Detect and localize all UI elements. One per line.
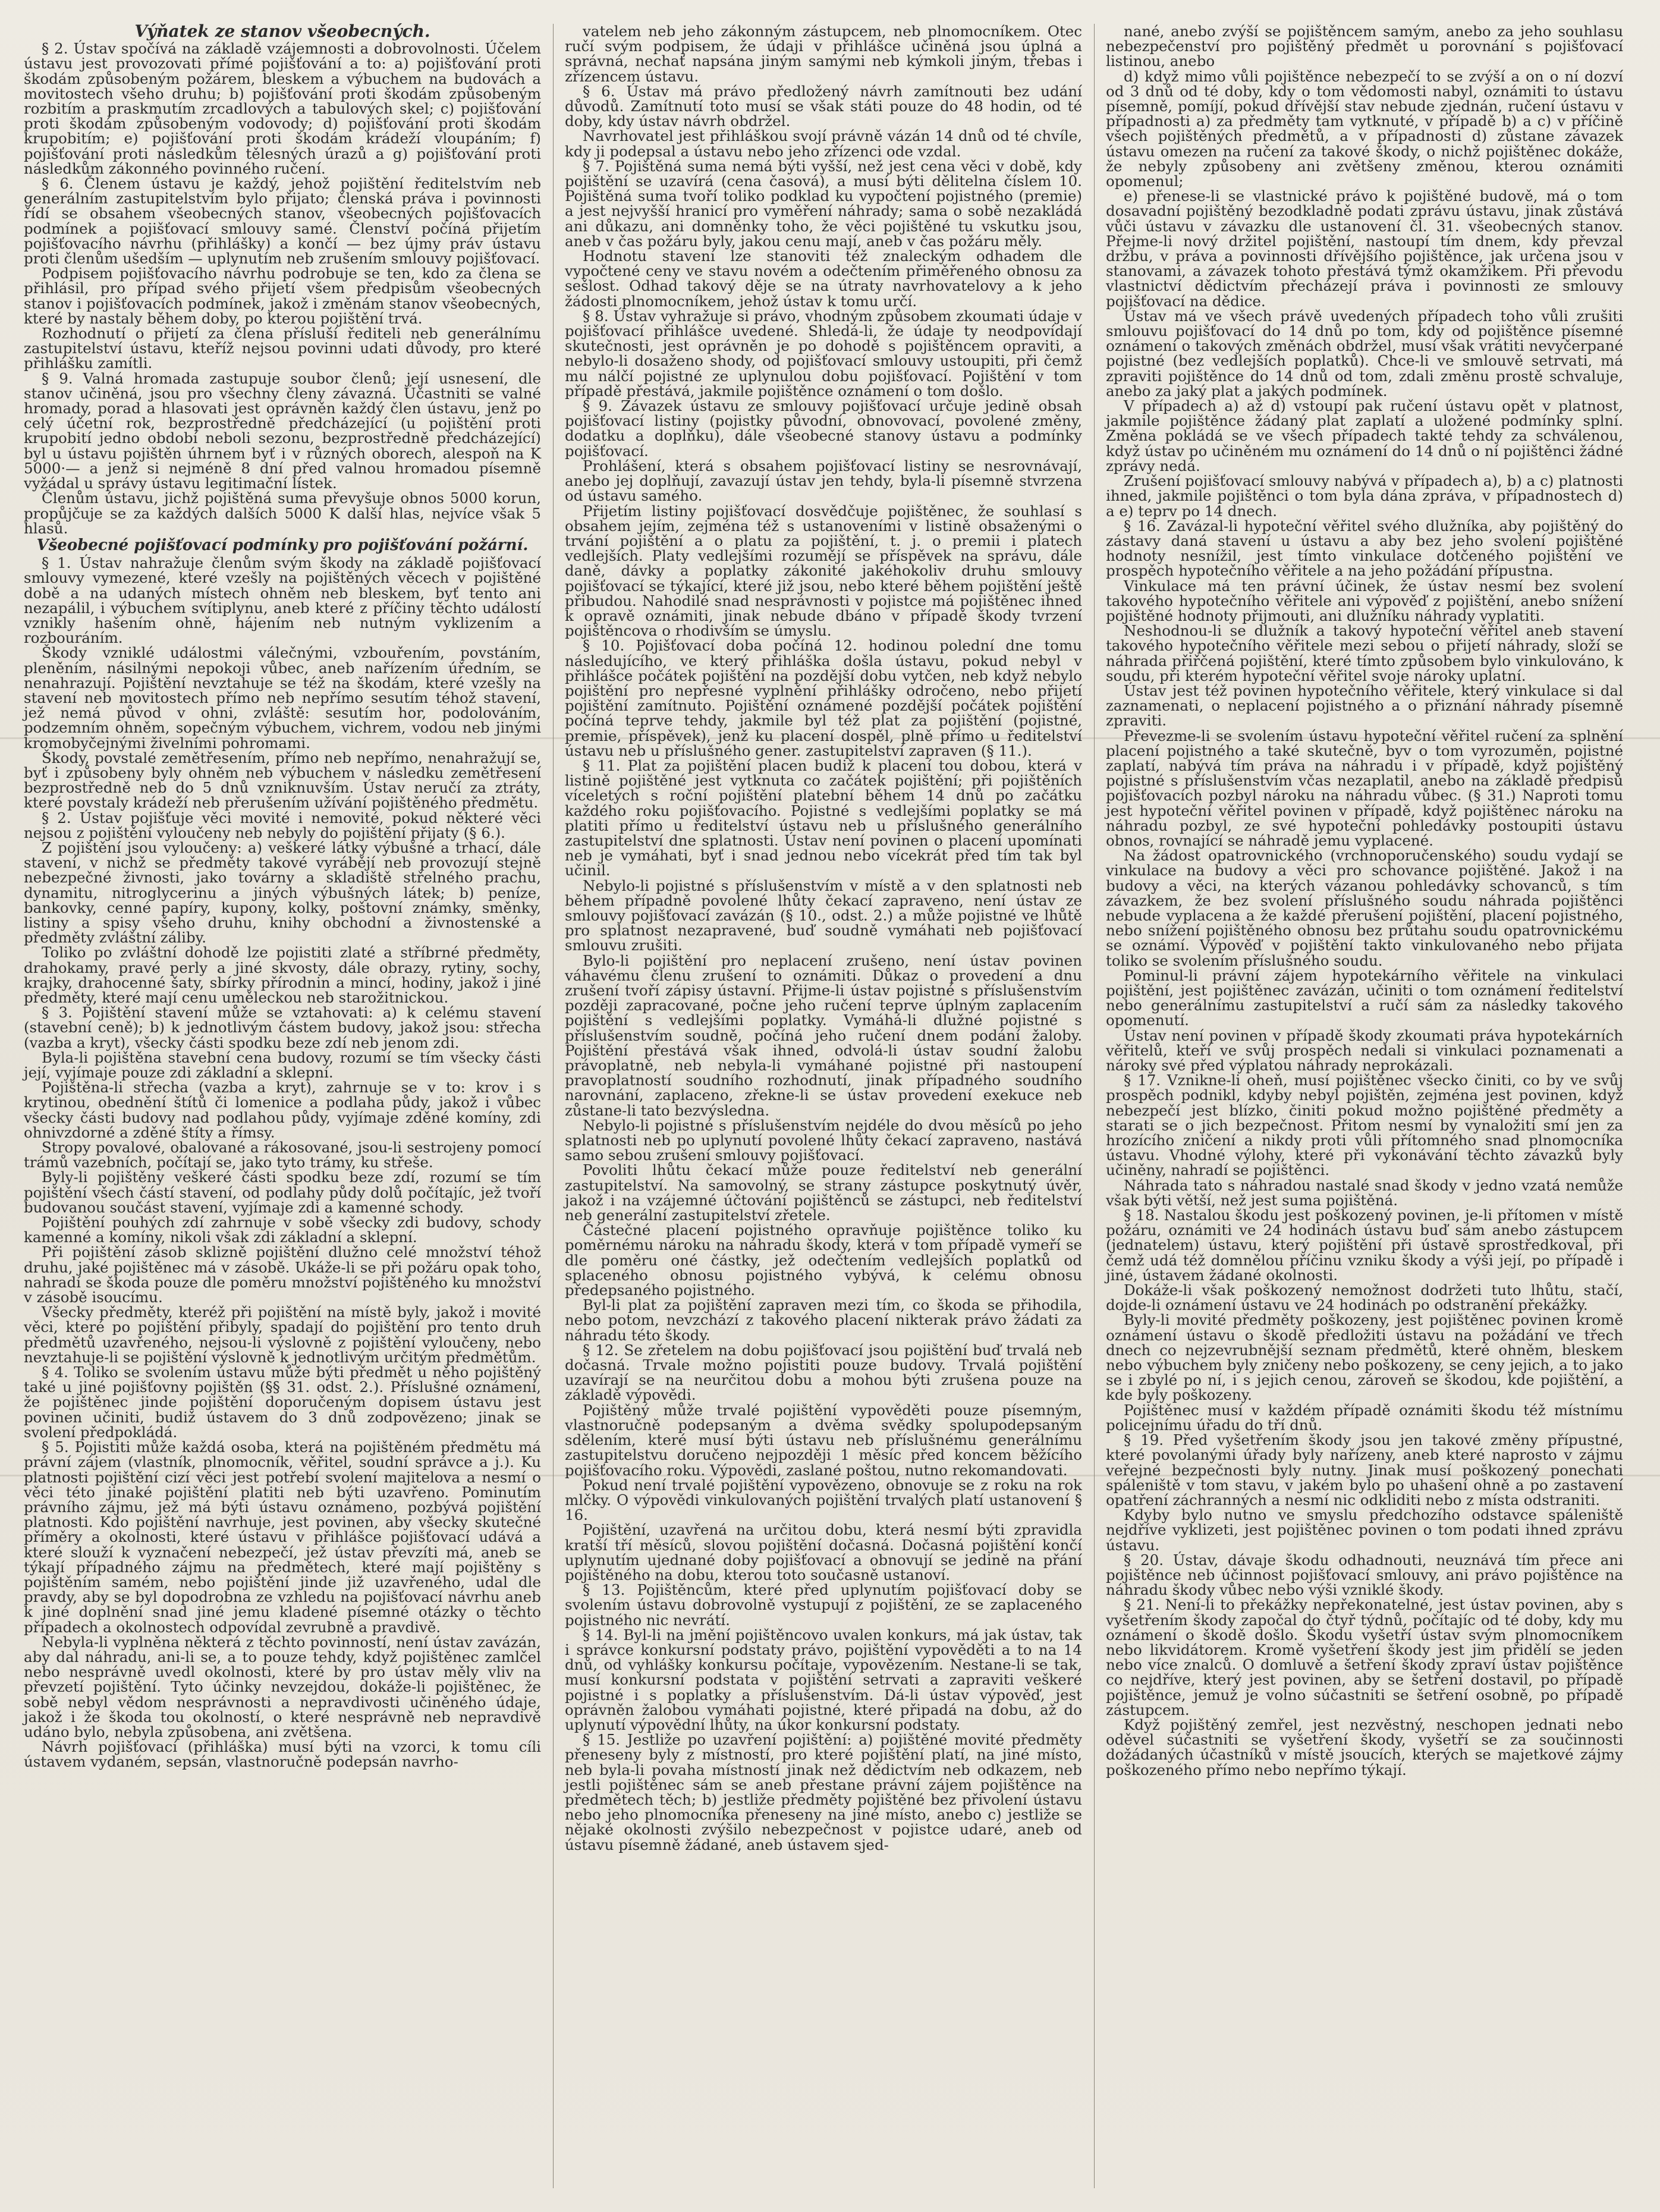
paragraph: Pokud není trvalé pojištění vypovězeno, obnovuje se z roku na rok mlčky. O výpovědi vinkulovaných pojištění trvalých platí ustanovení § 16. bbox=[565, 1476, 1082, 1524]
paragraph: Škody, povstalé zemětřesením, přímo neb nepřímo, nenahražují se, byť i způsobeny byly ohněm neb výbuchem v následku zemětřesení bezprostředně neb do 5 dnů vzniknuvším. Ústav neručí za ztráty, které povstaly krádeží neb přerušením užívání pojištěného předmětu. bbox=[24, 749, 541, 812]
paragraph: Částečné placení pojistného opravňuje pojištěnce toliko ku poměrnému nároku na náhradu škody, která v tom případě vymeří se dle poměru oné částky, jež odečtením vedlejších poplatků od splaceného obnosu pojistného vybývá, k celému obnosu předepsaného pojistného. bbox=[565, 1221, 1082, 1299]
paragraph: Kdyby bylo nutno ve smyslu předchozího odstavce spáleniště nejdříve vyklizeti, jest pojištěnec povinen o tom podati ihned zprávu ústavu. bbox=[1106, 1506, 1623, 1554]
paragraph: § 21. Není-li to překážky nepřekonatelné, jest ústav povinen, aby s vyšetřením škody započal do čtyř týdnů, počítajíc od té doby, kdy mu oznámení o škodě došlo. Škodu vyšetří ústav svým plnomocníkem nebo likvidátorem. Kromě vyšetření škody jest jim přidělí se jeden nebo více znalců. O domluvě a šetření škody zpraví ústav pojištěnce co nejdříve, který jest povinen, aby se šetření dostavil, po případě pojištěnce, jemuž je volno súčastniti se šetření osobně, po případě zástupcem. bbox=[1106, 1596, 1623, 1718]
paragraph: Byly-li pojištěny veškeré části spodku beze zdí, rozumí se tím pojištění všech částí stavení, od podlahy půdy dolů počítajíc, jež tvoří budovanou součást stavení, vyjímaje zdi a kamenné schody. bbox=[24, 1168, 541, 1216]
paragraph: Toliko po zvláštní dohodě lze pojistiti zlaté a stříbrné předměty, drahokamy, pravé perly a jiné skvosty, dále obrazy, rytiny, sochy, krajky, drahocenné šaty, sbírky přírodnin a mincí, hodiny, jakož i jiné předměty, které mají cenu uměleckou neb starožitnickou. bbox=[24, 944, 541, 1006]
paragraph: Pominul-li právní zájem hypotekárního věřitele na vinkulaci pojištění, jest pojištěnec zavázán, učiniti o tom oznámení ředitelství nebo generálnímu zastupitelství a ručí sám za následky takového opomenutí. bbox=[1106, 966, 1623, 1029]
paragraph: Navrhovatel jest přihláškou svojí právně vázán 14 dnů od té chvíle, kdy ji podepsal a ústavu nebo jeho zřízenci ode vzdal. bbox=[565, 127, 1082, 160]
paragraph: Pojištění, uzavřená na určitou dobu, která nesmí býti zpravidla kratší tří měsíců, slovou pojištění dočasná. Dočasná pojištění končí uplynutím ujednané doby pojišťovací a obnovují se jedině na přání pojištěného na dobu, kterou toto současně ustanoví. bbox=[565, 1521, 1082, 1583]
paragraph: Převezme-li se svolením ústavu hypoteční věřitel ručení za splnění placení pojistného a také skutečně, byv o tom vyrozuměn, pojistné zaplatí, nabývá tím práva na náhradu i v případě, když pojištěný pojistné s příslušenstvím včas nezaplatil, anebo na základě předpisů pojišťovacích pozbyl nároku na náhradu vůbec. (§ 31.) Naproti tomu jest hypoteční věřitel povinen v případě, když pojištěnec nároku na náhradu pozbyl, ze své hypoteční pohledávky postoupiti ústavu obnos, rovnající se náhradě jemu vyplacené. bbox=[1106, 727, 1623, 849]
column-2 bbox=[565, 24, 1082, 1852]
paragraph: § 14. Byl-li na jmění pojištěncovo uvalen konkurs, má jak ústav, tak i správce konkursní podstaty právo, pojištění vypověděti a to na 14 dnů, od vyhlášky konkursu počítaje, vypovězením. Nestane-li se tak, musí konkursní podstata v pojištění setrvati a zapraviti veškeré pojistné i s poplatky a příslušenstvím. Dá-li ústav výpověď, jest oprávněn žalobou vymáhati pojistné, které připadá na dobu, až do uplynutí výpovědní lhůty, na úkor konkursní podstaty. bbox=[565, 1626, 1082, 1733]
paragraph: § 5. Pojistiti může každá osoba, která na pojištěném předmětu má právní zájem (vlastník, plnomocník, věřitel, soudní správce a j.). Ku platnosti pojištění cizí věci jest potřebí svolení majitelova a nesmí o věci této jinaké pojištění platiti neb býti uzavřeno. Pominutím právního zájmu, jež má býti ústavu oznámeno, pozbývá pojištění platnosti. Kdo pojištění navrhuje, jest povinen, aby všecky skutečné příměry a okolnosti, které ústavu v přihlášce pojišťovací udává a které slouží k vyznačení nebezpečí, jež ústav převzíti má, aneb se týkají případného zájmu na předmětech, které mají pojištěny s pojištěním samém, nebo pojištění jinde již uzavřeného, udal dle pravdy, aby se byl dopodrobna ze vzhledu na pojišťovací návrhu aneb k jiné doplnění snad jiné jemu kladené písemné otázky o těchto případech a okolnostech odpovídal zevrubně a pravdivě. bbox=[24, 1438, 541, 1636]
paragraph: Ústav má ve všech právě uvedených případech toho vůli zrušiti smlouvu pojišťovací do 14 dnů po tom, kdy od pojištěnce písemné oznámení o takových změnách obdržel, musí však vrátiti nevyčerpané pojistné (bez vedlejších poplatků). Chce-li ve smlouvě setrvati, má zpraviti pojištěnce do 14 dnů od tom, zdali změnu prostě schvaluje, anebo za jaký plat a jakých podmínek. bbox=[1106, 307, 1623, 400]
paragraph: § 16. Zavázal-li hypoteční věřitel svého dlužníka, aby pojištěný do zástavy daná stavení u ústavu a aby bez jeho svolení pojištěné hodnoty nesnížil, jest tímto vinkulace dotčeného pojištění ve prospěch hypotečního věřitele a na jeho požádání přípustna. bbox=[1106, 517, 1623, 580]
paragraph: § 4. Toliko se svolením ústavu může býti předmět u něho pojištěný také u jiné pojišťovny pojištěn (§§ 31. odst. 2.). Příslušné oznámení, že pojištěnec jinde pojištění doporučeným dopisem ústavu jest povinen učiniti, budiž ústavem do 3 dnů zodpovězeno; jinak se svolení předpokládá. bbox=[24, 1363, 541, 1441]
paragraph: Ústav jest též povinen hypotečního věřitele, který vinkulace si dal zaznamenati, o neplacení pojistného a o přiznání náhrady písemně zpraviti. bbox=[1106, 681, 1623, 730]
paragraph: Na žádost opatrovnického (vrchnoporučenského) soudu vydají se vinkulace na budovy a věci pro schovance pojištěné. Jakož i na budovy a věci, na kterých vázanou pohledávky schovanců, s tím závazkem, že bez svolení příslušného soudu náhrada pojištěnci nebude vyplacena a že každé přerušení pojištění, placení pojistného, nebo snížení pojištěného obnosu bez průtahu soudu opatrovnickému se oznámí. Výpověď v pojištění takto vinkulovaného nebo přijata toliko se svolením příslušného soudu. bbox=[1106, 847, 1623, 969]
paragraph: Všecky předměty, kteréž při pojištění na místě byly, jakož i movité věci, které po pojištění přibyly, spadají do pojištění pro tento druh předmětů uzavřeného, nejsou-li výslovně z pojištění vyloučeny, nebo nevztahuje-li se pojištění výslovně k jednotlivým určitým předmětům. bbox=[24, 1303, 541, 1366]
paragraph: Vinkulace má ten právní účinek, že ústav nesmí bez svolení takového hypotečního věřitele ani výpověď z pojištění, anebo snížení pojištěné hodnoty přijmouti, ani dlužníku náhrady vyplatiti. bbox=[1106, 577, 1623, 624]
paragraph: § 6. Členem ústavu je každý, jehož pojištění ředitelstvím neb generálním zastupitelstvím bylo přijato; členská práva i povinnosti řídí se obsahem všeobecných stanov, všeobecných pojišťovacích podmínek a pojišťovací smlouvy samé. Členství počíná přijetím pojišťovacího návrhu (přihlášky) a končí — bez újmy práv ústavu proti členům ušedším — uplynutím neb zrušením smlouvy pojišťovací. bbox=[24, 175, 541, 268]
paragraph: Povoliti lhůtu čekací může pouze ředitelství neb generální zastupitelství. Na samovolný, se strany zástupce poskytnutý úvěr, jakož i na vzájemné účtování pojištěnců se zástupci, neb ředitelství neb generální zastupitelství zřetele. bbox=[565, 1161, 1082, 1224]
paragraph: Stropy povalové, obalované a rákosované, jsou-li sestrojeny pomocí trámů vazebních, počítají se, jako tyto trámy, ku střeše. bbox=[24, 1139, 541, 1171]
statute-paragraphs bbox=[24, 41, 541, 536]
paragraph: § 1. Ústav nahražuje členům svým škody na základě pojišťovací smlouvy vymezené, které vzešly na pojištěných věcech v pojištěné době a na udaných místech ohněm neb bleskem, byť tento ani nezapálil, i výbuchem svítiplynu, aneb které z příčiny těchto událostí vznikly hašením ohně, hájením neb nutným vyklizením a rozbouráním. bbox=[24, 554, 541, 647]
paragraph: Bylo-li pojištění pro neplacení zrušeno, není ústav povinen váhavému členu zrušení to oznámiti. Důkaz o provedení a dnu zrušení tvoří zápisy ústavní. Přijme-li ústav pojistné s příslušenstvím později zapracované, počne jeho ručení teprve úplným zaplacením pojištění s vedlejšími poplatky. Vymáhá-li dlužné pojistné s příslušenstvím soudně, počíná jeho ručení dnem podání žaloby. Pojištění přestává však ihned, odvolá-li ústav soudní žalobu právoplatně, neb nebyla-li vymáhané pojistné při nastoupení pravoplatností soudního rozhodnutí, jinak případného soudního narovnání, zaplaceno, zřekne-li se ústav provedení exekuce neb zůstane-li tato bezvýsledna. bbox=[565, 951, 1082, 1119]
paragraph: e) přenese-li se vlastnické právo k pojištěné budově, má o tom dosavadní pojištěný bezodkladně podati zprávu ústavu, jinak zůstává vůči ústavu v závazku dle ustanovení čl. 31. všeobecných stanov. Přejme-li nový držitel pojištění, nastoupí tím dnem, kdy převzal držbu, v práva a povinnosti dřívějšího pojištěnce, jak určena jsou v stanovami, a závazek tohoto přestává týmž okamžikem. Při převodu vlastnictví dědictvím přecházejí práva i povinnosti ze smlouvy pojišťovací na dědice. bbox=[1106, 187, 1623, 310]
paragraph: V případech a) až d) vstoupí pak ručení ústavu opět v platnost, jakmile pojištěnce žádaný plat zaplatí a uložené podmínky splní. Změna pokládá se ve všech případech takté tehdy za schválenou, když ústav po učiněném mu oznámení do 14 dnů o ní pojištěnci žádné zprávy nedá. bbox=[1106, 397, 1623, 475]
paragraph: § 8. Ústav vyhražuje si právo, vhodným způsobem zkoumati údaje v pojišťovací přihlášce uvedené. Shledá-li, že údaje ty neodpovídají skutečnosti, jest oprávněn je po dohodě s pojištěncem opraviti, a nebylo-li dosaženo shody, od pojišťovací smlouvy ustoupiti, při čemž mu nálčí pojistné ze uplynulou dobu pojišťovací. Pojištění v tom případě přestává, jakmile pojištěnce oznámení o tom došlo. bbox=[565, 307, 1082, 400]
paragraph: Hodnotu stavení lze stanoviti též znaleckým odhadem dle vypočtené ceny ve stavu novém a odečtením přiměřeného obnosu za sešlost. Odhad takový děje se na útraty navrhovatelovy a k jeho žádosti plnomocníkem, jehož ústav k tomu určí. bbox=[565, 247, 1082, 310]
paragraph: § 2. Ústav pojišťuje věci movité i nemovité, pokud některé věci nejsou z pojištění vyloučeny neb nebyly do pojištění přijaty (§ 6.). bbox=[24, 809, 541, 841]
paragraph: § 9. Valná hromada zastupuje soubor členů; její usnesení, dle stanov učiněná, jsou pro všechny členy závazná. Účastniti se valné hromady, porad a hlasovati jest oprávněn každý člen ústavu, jenž po celý účetní rok, bezprostředně předcházející (u pojištění proti krupobití jedno období neboli sezonu, bezprostředně předcházející) byl u ústavu pojištěn úhrnem byť i v různých oborech, alespoň na K 5000·— a jenž si nejméně 8 dní před valnou hromadou písemně vyžádal u správy ústavu legitimační lístek. bbox=[24, 369, 541, 492]
paragraph: § 15. Jestliže po uzavření pojištění: a) pojištěné movité předměty přeneseny byly z místností, pro které pojištění platí, na jiné místo, neb byla-li povaha místností jinak než dědictvím neb odkazem, neb jestli pojištěnec sám se aneb přestane právní zájem pojištěnce na předmětech těch; b) jestliže předměty pojištěné bez přivolení ústavu nebo jeho plnomocníka přeneseny na jiné místo, anebo c) jestliže se nějaké okolnosti zvýšilo nebezpečnost v pojistce udaré, aneb od ústavu písemně žádané, aneb ústavem sjed- bbox=[565, 1731, 1082, 1853]
paragraph: § 17. Vznikne-li oheň, musí pojištěnec všecko činiti, co by ve svůj prospěch podnikl, kdyby nebyl pojištěn, zejména jest povinen, když nebezpečí jest blízko, činiti pokud možno pojištěné předměty a starati se o jich bezpečnost. Přitom nesmí by vynaložiti smí jen za hrozícího zničení a nikdy proti vůli přítomného snad plnomocníka ústavu. Vhodné výlohy, které při vykonávání těchto závazků byly učiněny, nahradí se pojištěnci. bbox=[1106, 1072, 1623, 1179]
paragraph: Návrh pojišťovací (přihláška) musí býti na vzorci, k tomu cíli ústavem vydaném, sepsán, vlastnoručně podepsán navrho- bbox=[24, 1738, 541, 1771]
statute-heading: Výňatek ze stanov všeobecných. bbox=[134, 21, 430, 41]
paragraph: Byly-li movité předměty poškozeny, jest pojištěnec povinen kromě oznámení ústavu o škodě předložiti ústavu na požádání ve třech dnech co nejzevrubnější seznam předmětů, které ohněm, bleskem nebo výbuchem byly zničeny nebo poškozeny, se ceny jejich, a to jako se i zbylé po ní, i s jejich cenou, zároveň se škodou, kde pojištění, a kde byly poškozeny. bbox=[1106, 1311, 1623, 1404]
paragraph: vatelem neb jeho zákonným zástupcem, neb plnomocníkem. Otec ručí svým podpisem, že údaji v přihlášce učiněná jsou úplná a správná, nechať napsána jiným samými neb kýmkoli jiným, třebas i zřízencem ústavu. bbox=[565, 23, 1082, 85]
column-divider bbox=[553, 24, 554, 2188]
paragraph: Byla-li pojištěna stavební cena budovy, rozumí se tím všecky části její, vyjímaje pouze zdi základní a sklepní. bbox=[24, 1048, 541, 1082]
paragraph: Podpisem pojišťovacího návrhu podrobuje se ten, kdo za člena se přihlásil, pro případ svého přijetí všem předpisům všeobecných stanov i pojišťovacích podmínek, jakož i změnám stanov všeobecných, které by nastaly během doby, po kterou pojištění trvá. bbox=[24, 265, 541, 327]
paragraph: d) když mimo vůli pojištěnce nebezpečí to se zvýší a on o ní dozví od 3 dnů od té doby, kdy o tom vědomosti nabyl, oznámiti to ústavu písemně, pomíjí, pokud dřívější stav nebude zjednán, ručení ústavu v případnosti a) za předměty tam vytknuté, v případě b) a c) v příčině všech pojištěných předmětů, a v případnosti d) zůstane závazek ústavu omezen na ručení za takové škody, o nichž pojištěnec dokáže, že nebyly způsobeny ani zvětšeny změnou, kterou oznámiti opomenul; bbox=[1106, 67, 1623, 190]
paragraph: Pojištěnec musí v každém případě oznámiti škodu též místnímu policejnímu úřadu do tří dnů. bbox=[1106, 1401, 1623, 1434]
paragraph: Neshodnou-li se dlužník a takový hypoteční věřitel aneb stavení takového hypotečního věřitele mezi sebou o přijetí náhrady, složí se náhrada přiřčená pojištění, které tímto způsobem bylo vinkulováno, k soudu, při kterém hypoteční věřitel svoje nároky uplatní. bbox=[1106, 622, 1623, 684]
column-divider bbox=[1094, 24, 1095, 2188]
paragraph: Pojištěna-li střecha (vazba a kryt), zahrnuje se v to: krov i s krytinou, obednění štítů či lomenice a podlaha půdy, jakož i vůbec všecky části budovy nad podlahou půdy, vyjímaje zděné komíny, zdi ohnivzdorné a zděné štíty a římsy. bbox=[24, 1079, 541, 1141]
paragraph: § 18. Nastalou škodu jest poškozený povinen, je-li přítomen v místě požáru, oznámiti ve 24 hodinách ústavu buď sám anebo zástupcem (jednatelem) ústavu, který pojištění při ústavě sprostředkoval, při čemž udá též domnělou příčinu vzniku škody a výši její, po případě i jiné, ústavem žádané okolnosti. bbox=[1106, 1206, 1623, 1284]
paragraph: § 20. Ústav, dávaje škodu odhadnouti, neuznává tím přece ani pojištěnce neb účinnost pojišťovací smlouvy, ani právo pojištěnce na náhradu škody vůbec nebo výši vzniklé škody. bbox=[1106, 1551, 1623, 1599]
paragraph: § 3. Pojištění stavení může se vztahovati: a) k celému stavení (stavební ceně); b) k jednotlivým částem budovy, jakož jsou: střecha (vazba a kryt), všecky části spodku beze zdí neb jenom zdi. bbox=[24, 1004, 541, 1051]
conditions-heading: Všeobecné pojišťovací podmínky pro pojišťování požární. bbox=[36, 536, 529, 554]
conditions-paragraphs-continued bbox=[565, 24, 1082, 1852]
paragraph: § 12. Se zřetelem na dobu pojišťovací jsou pojištění buď trvalá neb dočasná. Trvale možno pojistiti pouze budovy. Trvalá pojištění uzavírají se na neurčitou dobu a mohou býti zrušena pouze na základě výpovědi. bbox=[565, 1341, 1082, 1404]
column-3 bbox=[1106, 24, 1623, 1777]
paragraph: § 10. Pojišťovací doba počíná 12. hodinou polední dne tomu následujícího, ve který přihláška došla ústavu, pokud nebyl v přihlášce počátek pojištění na pozdější dobu vytčen, neb když nebylo pojištění pro nepřesné vyplnění přihlášky odročeno, nebo přijetí pojištění zamítnuto. Pojištění oznámené pozdější počátek pojištění počíná teprve tehdy, jakmile byl též plat za pojištění (pojistné, premie, příspěvek), jenž ku placení dospěl, plně přímo u ředitelství ústavu neb u příslušného gener. zastupitelství zapraven (§ 11.). bbox=[565, 637, 1082, 759]
paragraph: Z pojištění jsou vyloučeny: a) veškeré látky výbušné a trhací, dále stavení, v nichž se předměty takové vyrábějí neb provozují stejně nebezpečné živnosti, jako továrny a skladiště střelného prachu, dynamitu, nitroglycerinu a jiných výbušných látek; b) peníze, bankovky, cenné papíry, kupony, kolky, poštovní známky, směnky, listiny a spisy všeho druhu, knihy obchodní a živnostenské a předměty zvláštní záliby. bbox=[24, 838, 541, 947]
paragraph: Rozhodnutí o přijetí za člena přísluší řediteli neb generálnímu zastupitelství ústavu, kteříž nejsou povinni udati důvody, pro které přihlášku zamítli. bbox=[24, 325, 541, 372]
paragraph: Ústav není povinen v případě škody zkoumati práva hypotekárních věřitelů, kteří ve svůj prospěch nedali si vinkulaci poznamenati a nároky své před výplatou náhrady neprokázali. bbox=[1106, 1026, 1623, 1074]
column-1 bbox=[24, 21, 541, 1771]
paragraph: Prohlášení, která s obsahem pojišťovací listiny se nesrovnávají, anebo jej doplňují, zavazují ústav jen tehdy, byla-li písemně stvrzena od ústavu samého. bbox=[565, 457, 1082, 505]
paragraph: Náhrada tato s náhradou nastalé snad škody v jedno vzatá nemůže však býti větší, než jest suma pojištěná. bbox=[1106, 1176, 1623, 1209]
paragraph: § 9. Závazek ústavu ze smlouvy pojišťovací určuje jedině obsah pojišťovací listiny (pojistky původní, obnovovací, povolené změny, dodatku a doplňku), dále všeobecné stanovy ústavu a podmínky pojišťovací. bbox=[565, 397, 1082, 460]
paragraph: § 19. Před vyšetřením škody jsou jen takové změny přípustné, které povolanými úřady byly nařízeny, aneb které naprosto v zájmu veřejné bezpečnosti byly nutny. Jinak musí poškozený ponechati spáleniště v tom stavu, v jakém bylo po uhašení ohně a po zastavení opatření záchranných a nesmí nic odkliditi nebo z místa odstraniti. bbox=[1106, 1431, 1623, 1509]
paragraph: Při pojištění zásob sklizně pojištění dlužno celé množství téhož druhu, jaké pojištěnec má v zásobě. Ukáže-li se při požáru opak toho, nahradí se škoda pouze dle poměru množství pojištěného ku množství v zásobě isoucímu. bbox=[24, 1243, 541, 1306]
paragraph: § 2. Ústav spočívá na základě vzájemnosti a dobrovolnosti. Účelem ústavu jest provozovati přímé pojišťování a to: a) pojišťování proti škodám způsobeným požárem, bleskem a výbuchem na budovách a movitostech všeho druhu; b) pojišťování proti škodám způsobeným rozbitím a praskmutím zrcadlových a tabulových skel; c) pojišťování proti škodám způsobeným vodovody; d) pojišťování proti škodám krupobitím; e) pojišťování proti škodám krádeží vloupáním; f) pojišťování proti následkům tělesných úrazů a g) pojišťování proti následkům zákonného povinného ručení. bbox=[24, 40, 541, 177]
paragraph: Dokáže-li však poškozený nemožnost dodržeti tuto lhůtu, stačí, dojde-li oznámení ústavu ve 24 hodinách po odstranění překážky. bbox=[1106, 1281, 1623, 1314]
paragraph: Přijetím listiny pojišťovací dosvědčuje pojištěnec, že souhlasí s obsahem jejím, zejména též s ustanoveními v listině obsaženými o trvání pojištění a o platu za pojištění, t. j. o premii i platech vedlejších. Platy vedlejšími rozumějí se příspěvek na správu, dále daně, dávky a poplatky zákonité jakéhokoliv druhu smlouvy pojišťovací se týkající, které již jsou, nebo které během pojištění ještě přibudou. Nahodilé snad nesprávnosti v pojistce má pojištěnec ihned k opravě oznámiti, jinak nebude dbáno v případě škody tvrzení pojištěncova o rhodivším se úmyslu. bbox=[565, 502, 1082, 640]
paragraph: § 13. Pojištěncům, které před uplynutím pojišťovací doby se svolením ústavu dobrovolně vystupují z pojištění, ze se zaplaceného pojistného nic nevrátí. bbox=[565, 1581, 1082, 1629]
paragraph: Zrušení pojišťovací smlouvy nabývá v případech a), b) a c) platnosti ihned, jakmile pojištěnci o tom byla dána zpráva, v případnostech d) a e) teprv po 14 dnech. bbox=[1106, 472, 1623, 520]
conditions-paragraphs-continued bbox=[1106, 24, 1623, 1777]
paragraph: Nebyla-li vyplněna některá z těchto povinností, není ústav zavázán, aby dal náhradu, ani-li se, a to pouze tehdy, když pojištěnec zamlčel nebo nesprávně uvedl okolnosti, které by pro ústav měly vliv na převzetí pojištění. Tyto účinky nevzejdou, dokáže-li pojištěnec, že sobě nebyl vědom nesprávnosti a nepravdivosti učiněného údaje, jakož i že škoda tou okolností, o které nesprávně neb nepravdivě udáno bylo, nebyla způsobena, ani zvětšena. bbox=[24, 1633, 541, 1740]
paragraph: Škody vzniklé událostmi válečnými, vzbouřením, povstáním, pleněním, násilnými nepokoji vůbec, aneb nařízením úředním, se nenahrazují. Pojištění nevztahuje se též na škodám, které vzešly na stavení neb movitostech přímo neb nepřímo sesutím téhož stavení, jež nemá původ v ohni, zvláště: sesutím hor, podolováním, podzemním ohněm, sopečným výbuchem, vichrem, vodou neb jinými kromobyčejnými živelními pohromami. bbox=[24, 644, 541, 752]
paragraph: Členům ústavu, jichž pojištěná suma převyšuje obnos 5000 korun, propůjčuje se za každých dalších 5000 K další hlas, nejvíce však 5 hlasů. bbox=[24, 489, 541, 537]
paragraph: Nebylo-li pojistné s příslušenstvím nejdéle do dvou měsíců po jeho splatnosti neb po uplynutí povolené lhůty čekací zapraveno, nastává samo sebou zrušení smlouvy pojišťovací. bbox=[565, 1116, 1082, 1164]
paragraph: Byl-li plat za pojištění zapraven mezi tím, co škoda se přihodila, nebo potom, nevzchází z takového placení nikterak právo žádati za náhradu této škody. bbox=[565, 1296, 1082, 1344]
paragraph: nané, anebo zvýší se pojištěncem samým, anebo za jeho souhlasu nebezpečenství pro pojištěný předmět u porovnání s pojišťovací listinou, anebo bbox=[1106, 23, 1623, 70]
conditions-paragraphs bbox=[24, 555, 541, 1769]
paragraph: Pojištěný může trvalé pojištění vypověděti pouze písemným, vlastnoručně podepsaným a dvěma svědky spolupodepsaným sdělením, které musí býti ústavu neb příslušnému generálnímu zastupitelstvu doručeno nejpozději 1 měsíc před koncem běžícího pojišťovacího roku. Výpovědi, zaslané poštou, nutno rekomandovati. bbox=[565, 1401, 1082, 1479]
paragraph: Pojištění pouhých zdí zahrnuje v sobě všecky zdi budovy, schody kamenné a komíny, nikoli však zdi základní a sklepní. bbox=[24, 1214, 541, 1246]
paragraph: § 6. Ústav má právo předložený návrh zamítnouti bez udání důvodů. Zamítnutí toto musí se však státi pouze do 48 hodin, od té doby, kdy ústav návrh obdržel. bbox=[565, 82, 1082, 130]
paragraph: § 11. Plat za pojištění placen budiž k placení tou dobou, která v listině pojištěné jest vytknuta co začátek pojištění; při pojištěních víceletých s roční pojištění platební během 14 dnů po začátku každého roku pojišťovacího. Pojistné s vedlejšími poplatky se má platiti přímo u ředitelství ústavu neb u příslušného generálního zastupitelství dne splatnosti. Ústav není povinen o placení upomínati neb je vymáhati, byť i snad jednou nebo vícekrát před tím tak byl učinil. bbox=[565, 756, 1082, 879]
paragraph: Když pojištěný zemřel, jest nezvěstný, neschopen jednati nebo oděvel súčastniti se vyšetření škody, vyšetří se za součinnosti dožádaných účastníků v místě jsoucích, kterých se majetkové zájmy poškozeného přímo nebo nepřímo týkají. bbox=[1106, 1715, 1623, 1779]
paragraph: § 7. Pojištěná suma nemá býti vyšší, než jest cena věci v době, kdy pojištění se uzavírá (cena časová), a musí býti dělitelna číslem 10. Pojištěná suma tvoří toliko podklad ku vypočtení pojistného (premie) a jest nejvyšší hranicí pro vyměření náhrady; sama o sobě nezakládá ani důkazu, ani domněnky toho, že věci pojištěné tu vskutku jsou, aneb v čas požáru byly, jakou cenu mají, aneb v čas požáru měly. bbox=[565, 157, 1082, 250]
paragraph: Nebylo-li pojistné s příslušenstvím v místě a v den splatnosti neb během případně povolené lhůty čekací zapraveno, není ústav ze smlouvy pojišťovací zavázán (§ 10., odst. 2.) a může pojistné ve lhůtě pro splatnost nezapravené, buď soudně vymáhati neb pojišťovací smlouvu zrušiti. bbox=[565, 876, 1082, 954]
